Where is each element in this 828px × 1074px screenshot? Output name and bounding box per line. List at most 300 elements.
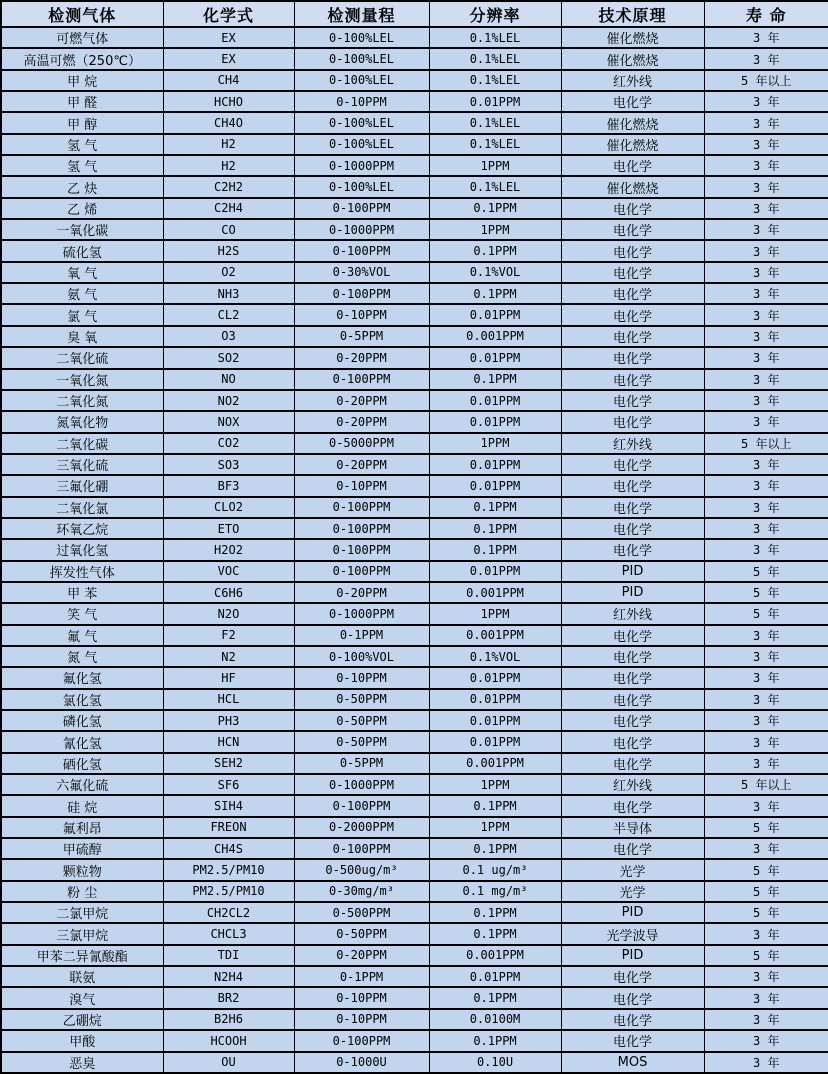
cell-resolution: 0.0100M	[429, 1009, 561, 1030]
table-row	[1, 48, 828, 69]
cell-lifespan: 5 年以上	[704, 774, 828, 795]
cell-resolution: 0.1PPM	[429, 369, 561, 390]
cell-range: 0-100%LEL	[294, 70, 429, 91]
table-row	[1, 561, 828, 582]
cell-principle: 电化学	[561, 795, 704, 816]
cell-range: 0-20PPM	[294, 411, 429, 432]
cell-formula: H2	[163, 134, 294, 155]
cell-lifespan: 3 年	[704, 646, 828, 667]
cell-lifespan: 3 年	[704, 1030, 828, 1051]
table-row	[1, 625, 828, 646]
cell-principle: 电化学	[561, 689, 704, 710]
column-header-resolution: 分辨率	[429, 1, 561, 27]
cell-gas-name: 臭 氧	[1, 326, 163, 347]
cell-formula: F2	[163, 625, 294, 646]
cell-range: 0-100PPM	[294, 198, 429, 219]
table-row	[1, 454, 828, 475]
cell-gas-name: 乙 烯	[1, 198, 163, 219]
cell-range: 0-100%LEL	[294, 27, 429, 48]
cell-gas-name: 氢 气	[1, 134, 163, 155]
cell-principle: 电化学	[561, 539, 704, 560]
cell-resolution: 0.1%LEL	[429, 112, 561, 133]
cell-range: 0-100PPM	[294, 283, 429, 304]
cell-lifespan: 3 年	[704, 475, 828, 496]
cell-principle: 电化学	[561, 497, 704, 518]
cell-principle: 电化学	[561, 966, 704, 987]
cell-principle: 电化学	[561, 219, 704, 240]
cell-resolution: 0.01PPM	[429, 731, 561, 752]
cell-lifespan: 3 年	[704, 689, 828, 710]
cell-gas-name: 甲酸	[1, 1030, 163, 1051]
cell-lifespan: 3 年	[704, 48, 828, 69]
cell-formula: SO2	[163, 347, 294, 368]
cell-range: 0-20PPM	[294, 945, 429, 966]
header-row	[1, 1, 828, 27]
cell-gas-name: 氧 气	[1, 262, 163, 283]
cell-formula: N2O	[163, 603, 294, 624]
cell-range: 0-50PPM	[294, 710, 429, 731]
cell-lifespan: 3 年	[704, 923, 828, 944]
cell-resolution: 0.001PPM	[429, 945, 561, 966]
cell-principle: 催化燃烧	[561, 112, 704, 133]
cell-range: 0-20PPM	[294, 582, 429, 603]
cell-resolution: 0.01PPM	[429, 561, 561, 582]
cell-resolution: 0.01PPM	[429, 347, 561, 368]
cell-lifespan: 5 年以上	[704, 433, 828, 454]
cell-resolution: 0.1PPM	[429, 497, 561, 518]
cell-resolution: 0.1%LEL	[429, 27, 561, 48]
cell-principle: 电化学	[561, 753, 704, 774]
cell-formula: NOX	[163, 411, 294, 432]
cell-range: 0-50PPM	[294, 731, 429, 752]
cell-lifespan: 5 年	[704, 945, 828, 966]
cell-range: 0-100PPM	[294, 518, 429, 539]
cell-formula: BF3	[163, 475, 294, 496]
cell-resolution: 0.1PPM	[429, 795, 561, 816]
table-row	[1, 603, 828, 624]
table-row	[1, 219, 828, 240]
cell-formula: N2H4	[163, 966, 294, 987]
cell-gas-name: 三氧化硫	[1, 454, 163, 475]
cell-resolution: 1PPM	[429, 219, 561, 240]
cell-lifespan: 3 年	[704, 838, 828, 859]
table-row	[1, 859, 828, 880]
cell-formula: CH2CL2	[163, 902, 294, 923]
cell-principle: 电化学	[561, 411, 704, 432]
cell-principle: 红外线	[561, 774, 704, 795]
cell-gas-name: 二氧化氯	[1, 497, 163, 518]
cell-range: 0-30mg/m³	[294, 881, 429, 902]
cell-range: 0-1000U	[294, 1052, 429, 1074]
cell-gas-name: 二氧化氮	[1, 390, 163, 411]
cell-range: 0-100%LEL	[294, 176, 429, 197]
cell-resolution: 0.1%LEL	[429, 70, 561, 91]
cell-principle: 电化学	[561, 625, 704, 646]
cell-formula: HCN	[163, 731, 294, 752]
cell-resolution: 0.1PPM	[429, 539, 561, 560]
cell-formula: CH4	[163, 70, 294, 91]
cell-formula: CL2	[163, 304, 294, 325]
cell-resolution: 0.1PPM	[429, 240, 561, 261]
cell-resolution: 0.1PPM	[429, 198, 561, 219]
cell-principle: 光学	[561, 881, 704, 902]
cell-formula: B2H6	[163, 1009, 294, 1030]
table-row	[1, 112, 828, 133]
cell-range: 0-100PPM	[294, 1030, 429, 1051]
cell-range: 0-100%LEL	[294, 112, 429, 133]
cell-lifespan: 3 年	[704, 454, 828, 475]
cell-lifespan: 3 年	[704, 262, 828, 283]
cell-gas-name: 高温可燃（250℃）	[1, 48, 163, 69]
column-header-lifespan: 寿 命	[704, 1, 828, 27]
table-row	[1, 240, 828, 261]
cell-principle: 电化学	[561, 646, 704, 667]
cell-range: 0-50PPM	[294, 923, 429, 944]
cell-principle: 电化学	[561, 198, 704, 219]
cell-range: 0-1000PPM	[294, 155, 429, 176]
cell-formula: O2	[163, 262, 294, 283]
cell-lifespan: 3 年	[704, 518, 828, 539]
cell-range: 0-1PPM	[294, 966, 429, 987]
table-row	[1, 518, 828, 539]
cell-gas-name: 氮 气	[1, 646, 163, 667]
table-row	[1, 390, 828, 411]
table-row	[1, 795, 828, 816]
cell-range: 0-100%LEL	[294, 134, 429, 155]
cell-resolution: 0.01PPM	[429, 689, 561, 710]
cell-range: 0-500PPM	[294, 902, 429, 923]
cell-resolution: 0.01PPM	[429, 390, 561, 411]
cell-gas-name: 三氟化硼	[1, 475, 163, 496]
cell-range: 0-30%VOL	[294, 262, 429, 283]
cell-gas-name: 甲 醇	[1, 112, 163, 133]
cell-principle: 电化学	[561, 710, 704, 731]
cell-lifespan: 3 年	[704, 240, 828, 261]
cell-gas-name: 硫化氢	[1, 240, 163, 261]
cell-principle: MOS	[561, 1052, 704, 1074]
cell-range: 0-10PPM	[294, 91, 429, 112]
cell-formula: CH4S	[163, 838, 294, 859]
cell-lifespan: 3 年	[704, 795, 828, 816]
cell-formula: PH3	[163, 710, 294, 731]
cell-formula: H2	[163, 155, 294, 176]
cell-principle: 电化学	[561, 731, 704, 752]
column-header-gas: 检测气体	[1, 1, 163, 27]
cell-principle: PID	[561, 582, 704, 603]
cell-formula: SO3	[163, 454, 294, 475]
cell-gas-name: 笑 气	[1, 603, 163, 624]
cell-resolution: 0.1PPM	[429, 518, 561, 539]
cell-range: 0-1000PPM	[294, 774, 429, 795]
cell-range: 0-1PPM	[294, 625, 429, 646]
cell-resolution: 0.1%LEL	[429, 176, 561, 197]
cell-formula: C2H2	[163, 176, 294, 197]
cell-lifespan: 3 年	[704, 369, 828, 390]
cell-lifespan: 5 年	[704, 881, 828, 902]
cell-gas-name: 氮氧化物	[1, 411, 163, 432]
cell-resolution: 0.01PPM	[429, 667, 561, 688]
cell-resolution: 0.01PPM	[429, 411, 561, 432]
cell-formula: FREON	[163, 817, 294, 838]
cell-principle: 电化学	[561, 987, 704, 1008]
cell-gas-name: 溴气	[1, 987, 163, 1008]
cell-gas-name: 乙硼烷	[1, 1009, 163, 1030]
cell-resolution: 0.10U	[429, 1052, 561, 1074]
cell-resolution: 0.001PPM	[429, 625, 561, 646]
cell-gas-name: 氰化氢	[1, 731, 163, 752]
cell-gas-name: 二氧化硫	[1, 347, 163, 368]
cell-gas-name: 氟 气	[1, 625, 163, 646]
cell-resolution: 0.1PPM	[429, 923, 561, 944]
cell-principle: 电化学	[561, 91, 704, 112]
cell-range: 0-2000PPM	[294, 817, 429, 838]
table-row	[1, 283, 828, 304]
cell-range: 0-10PPM	[294, 304, 429, 325]
cell-resolution: 0.001PPM	[429, 753, 561, 774]
cell-formula: ETO	[163, 518, 294, 539]
cell-range: 0-20PPM	[294, 454, 429, 475]
cell-gas-name: 颗粒物	[1, 859, 163, 880]
cell-gas-name: 挥发性气体	[1, 561, 163, 582]
table-row	[1, 646, 828, 667]
cell-formula: C2H4	[163, 198, 294, 219]
cell-formula: OU	[163, 1052, 294, 1074]
cell-lifespan: 5 年	[704, 561, 828, 582]
table-row	[1, 70, 828, 91]
cell-gas-name: 六氟化硫	[1, 774, 163, 795]
cell-gas-name: 氢 气	[1, 155, 163, 176]
cell-principle: 光学	[561, 859, 704, 880]
cell-formula: NO2	[163, 390, 294, 411]
cell-resolution: 0.001PPM	[429, 582, 561, 603]
cell-formula: O3	[163, 326, 294, 347]
cell-formula: N2	[163, 646, 294, 667]
cell-gas-name: 氯 气	[1, 304, 163, 325]
cell-gas-name: 二氯甲烷	[1, 902, 163, 923]
cell-principle: 电化学	[561, 326, 704, 347]
cell-lifespan: 3 年	[704, 966, 828, 987]
cell-resolution: 0.01PPM	[429, 454, 561, 475]
cell-lifespan: 3 年	[704, 326, 828, 347]
cell-principle: 电化学	[561, 1030, 704, 1051]
cell-gas-name: 硒化氢	[1, 753, 163, 774]
cell-formula: H2S	[163, 240, 294, 261]
table-row	[1, 326, 828, 347]
table-row	[1, 881, 828, 902]
table-row	[1, 91, 828, 112]
cell-lifespan: 5 年	[704, 582, 828, 603]
cell-principle: 电化学	[561, 369, 704, 390]
column-header-formula: 化学式	[163, 1, 294, 27]
cell-formula: HCHO	[163, 91, 294, 112]
cell-resolution: 0.01PPM	[429, 91, 561, 112]
cell-lifespan: 3 年	[704, 539, 828, 560]
cell-lifespan: 3 年	[704, 283, 828, 304]
cell-formula: CLO2	[163, 497, 294, 518]
cell-principle: 光学波导	[561, 923, 704, 944]
cell-formula: SEH2	[163, 753, 294, 774]
cell-gas-name: 环氧乙烷	[1, 518, 163, 539]
table-row	[1, 966, 828, 987]
cell-formula: H2O2	[163, 539, 294, 560]
cell-range: 0-100PPM	[294, 539, 429, 560]
cell-lifespan: 3 年	[704, 753, 828, 774]
cell-gas-name: 一氧化碳	[1, 219, 163, 240]
cell-range: 0-1000PPM	[294, 219, 429, 240]
table-row	[1, 838, 828, 859]
cell-formula: PM2.5/PM10	[163, 859, 294, 880]
cell-gas-name: 过氧化氢	[1, 539, 163, 560]
cell-principle: 电化学	[561, 1009, 704, 1030]
table-row	[1, 347, 828, 368]
cell-lifespan: 5 年	[704, 859, 828, 880]
cell-range: 0-20PPM	[294, 390, 429, 411]
cell-resolution: 1PPM	[429, 433, 561, 454]
table-row	[1, 710, 828, 731]
cell-formula: VOC	[163, 561, 294, 582]
cell-principle: 红外线	[561, 70, 704, 91]
cell-principle: 催化燃烧	[561, 176, 704, 197]
cell-range: 0-20PPM	[294, 347, 429, 368]
cell-lifespan: 3 年	[704, 91, 828, 112]
cell-resolution: 1PPM	[429, 603, 561, 624]
cell-gas-name: 甲 苯	[1, 582, 163, 603]
cell-principle: 电化学	[561, 667, 704, 688]
cell-resolution: 0.01PPM	[429, 475, 561, 496]
table-row	[1, 667, 828, 688]
cell-resolution: 0.1 ug/m³	[429, 859, 561, 880]
table-row	[1, 369, 828, 390]
cell-formula: CO2	[163, 433, 294, 454]
cell-lifespan: 3 年	[704, 497, 828, 518]
table-row	[1, 774, 828, 795]
cell-principle: 电化学	[561, 240, 704, 261]
table-row	[1, 304, 828, 325]
cell-principle: 电化学	[561, 155, 704, 176]
cell-range: 0-5PPM	[294, 326, 429, 347]
cell-lifespan: 3 年	[704, 27, 828, 48]
table-header	[1, 1, 828, 27]
cell-range: 0-500ug/m³	[294, 859, 429, 880]
cell-lifespan: 5 年	[704, 603, 828, 624]
table-row	[1, 1052, 828, 1074]
cell-resolution: 0.01PPM	[429, 966, 561, 987]
cell-range: 0-10PPM	[294, 475, 429, 496]
cell-gas-name: 联氨	[1, 966, 163, 987]
cell-formula: CHCL3	[163, 923, 294, 944]
cell-gas-name: 氨 气	[1, 283, 163, 304]
cell-lifespan: 3 年	[704, 219, 828, 240]
cell-principle: 电化学	[561, 518, 704, 539]
cell-formula: PM2.5/PM10	[163, 881, 294, 902]
cell-formula: HCL	[163, 689, 294, 710]
cell-formula: SF6	[163, 774, 294, 795]
cell-resolution: 0.01PPM	[429, 304, 561, 325]
table-row	[1, 176, 828, 197]
cell-principle: 电化学	[561, 390, 704, 411]
cell-principle: 催化燃烧	[561, 134, 704, 155]
cell-lifespan: 5 年	[704, 902, 828, 923]
cell-range: 0-100PPM	[294, 369, 429, 390]
cell-resolution: 0.1 mg/m³	[429, 881, 561, 902]
cell-principle: 电化学	[561, 347, 704, 368]
cell-gas-name: 甲苯二异氰酸酯	[1, 945, 163, 966]
table-row	[1, 433, 828, 454]
cell-lifespan: 5 年以上	[704, 70, 828, 91]
cell-resolution: 0.1%VOL	[429, 262, 561, 283]
table-row	[1, 582, 828, 603]
cell-gas-name: 乙 炔	[1, 176, 163, 197]
cell-resolution: 0.1%LEL	[429, 48, 561, 69]
table-row	[1, 411, 828, 432]
cell-gas-name: 一氧化氮	[1, 369, 163, 390]
table-row	[1, 198, 828, 219]
cell-range: 0-10PPM	[294, 1009, 429, 1030]
table-row	[1, 987, 828, 1008]
cell-gas-name: 三氯甲烷	[1, 923, 163, 944]
table-row	[1, 134, 828, 155]
cell-lifespan: 3 年	[704, 155, 828, 176]
table-row	[1, 923, 828, 944]
cell-gas-name: 氯化氢	[1, 689, 163, 710]
cell-range: 0-100PPM	[294, 497, 429, 518]
cell-resolution: 0.1%VOL	[429, 646, 561, 667]
table-row	[1, 497, 828, 518]
cell-principle: 电化学	[561, 304, 704, 325]
cell-gas-name: 磷化氢	[1, 710, 163, 731]
cell-resolution: 0.1%LEL	[429, 134, 561, 155]
cell-lifespan: 3 年	[704, 987, 828, 1008]
cell-gas-name: 二氧化碳	[1, 433, 163, 454]
cell-principle: PID	[561, 902, 704, 923]
table-body	[1, 27, 828, 1073]
cell-principle: 红外线	[561, 433, 704, 454]
cell-formula: NH3	[163, 283, 294, 304]
cell-lifespan: 3 年	[704, 1009, 828, 1030]
cell-gas-name: 硅 烷	[1, 795, 163, 816]
column-header-range: 检测量程	[294, 1, 429, 27]
cell-lifespan: 3 年	[704, 390, 828, 411]
cell-lifespan: 3 年	[704, 198, 828, 219]
table-row	[1, 27, 828, 48]
table-row	[1, 262, 828, 283]
cell-formula: NO	[163, 369, 294, 390]
cell-formula: EX	[163, 27, 294, 48]
cell-principle: 催化燃烧	[561, 48, 704, 69]
cell-principle: 半导体	[561, 817, 704, 838]
cell-formula: CO	[163, 219, 294, 240]
cell-range: 0-50PPM	[294, 689, 429, 710]
cell-range: 0-5PPM	[294, 753, 429, 774]
cell-gas-name: 可燃气体	[1, 27, 163, 48]
cell-range: 0-100PPM	[294, 561, 429, 582]
cell-lifespan: 3 年	[704, 1052, 828, 1074]
cell-resolution: 1PPM	[429, 155, 561, 176]
cell-lifespan: 3 年	[704, 112, 828, 133]
cell-principle: 电化学	[561, 283, 704, 304]
table-row	[1, 689, 828, 710]
table-row	[1, 155, 828, 176]
cell-lifespan: 5 年	[704, 817, 828, 838]
cell-gas-name: 粉 尘	[1, 881, 163, 902]
table-row	[1, 1030, 828, 1051]
cell-resolution: 0.1PPM	[429, 1030, 561, 1051]
cell-range: 0-10PPM	[294, 667, 429, 688]
cell-principle: 电化学	[561, 838, 704, 859]
cell-principle: 电化学	[561, 454, 704, 475]
cell-lifespan: 3 年	[704, 304, 828, 325]
cell-lifespan: 3 年	[704, 411, 828, 432]
